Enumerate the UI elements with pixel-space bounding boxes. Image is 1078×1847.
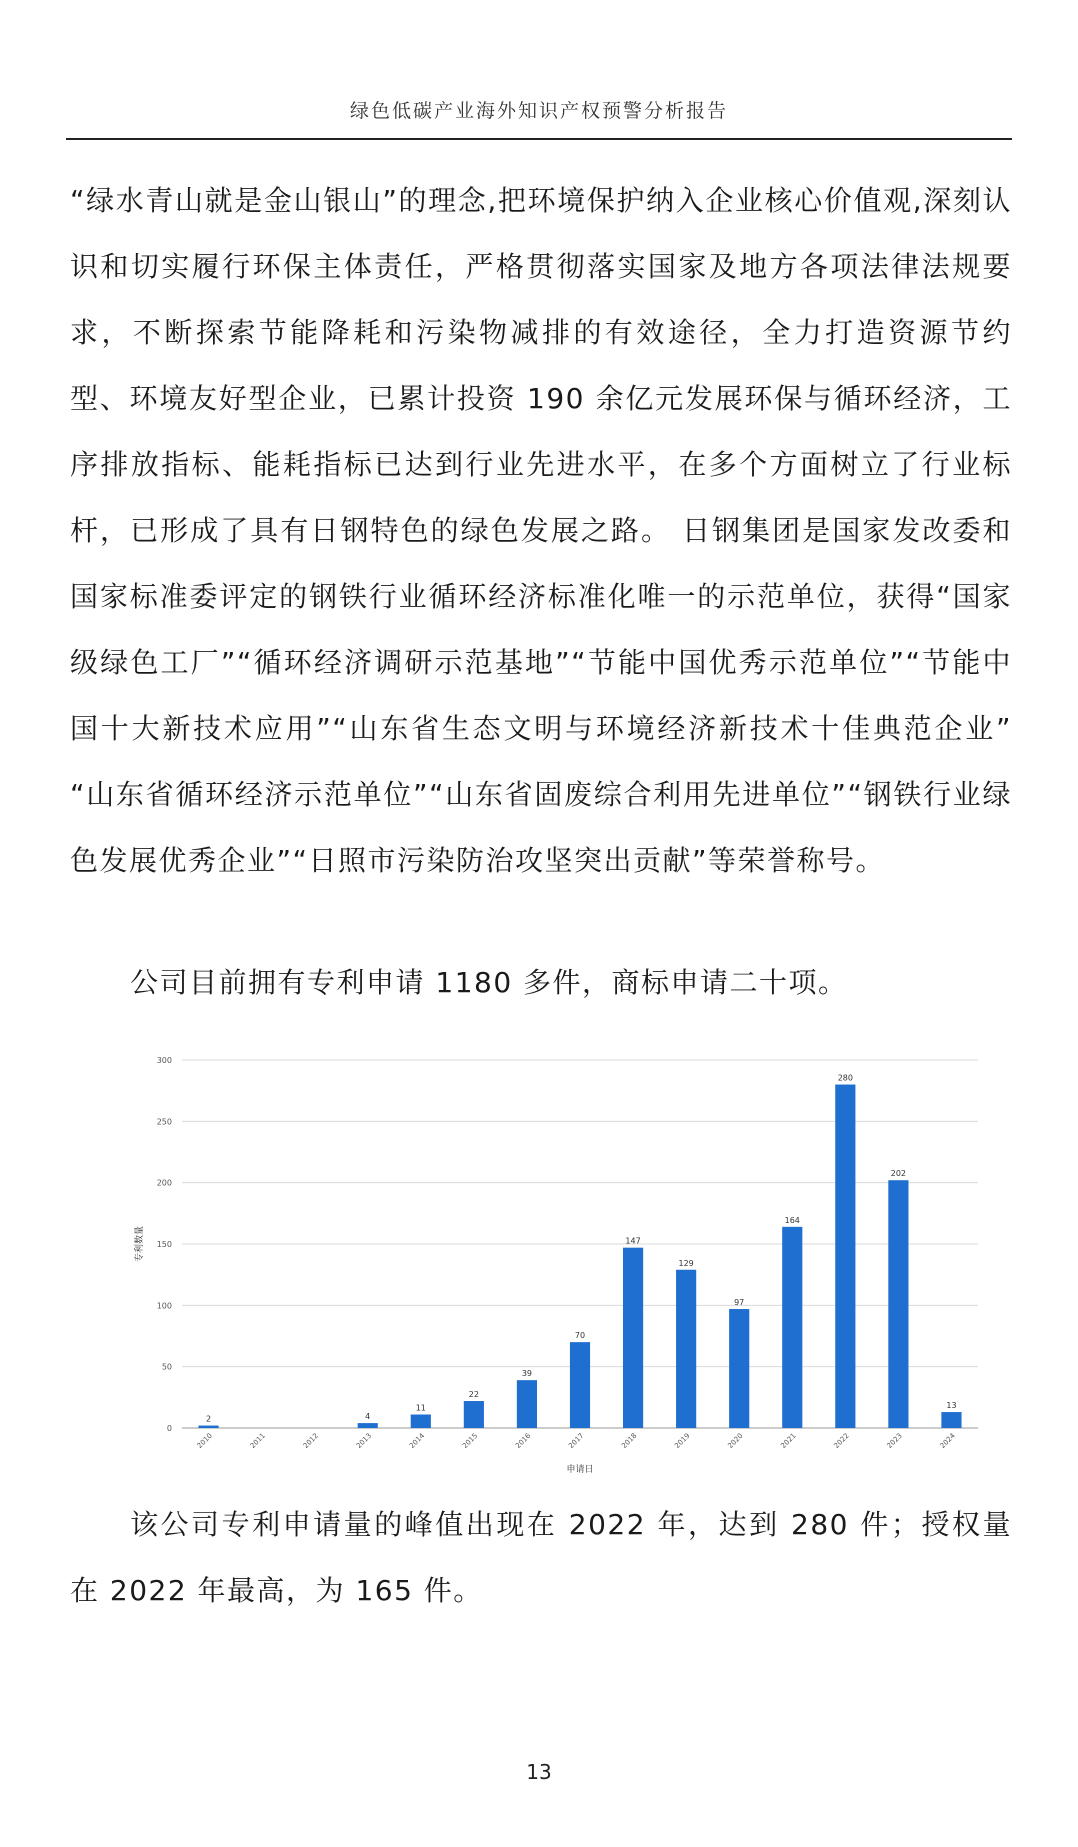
patent-application-chart bbox=[120, 1048, 990, 1478]
data-label: 97 bbox=[734, 1298, 745, 1308]
bar-2010 bbox=[198, 1426, 218, 1428]
bar-2016 bbox=[517, 1380, 537, 1428]
data-label: 129 bbox=[678, 1258, 694, 1268]
data-label: 2 bbox=[205, 1414, 212, 1424]
x-tick-label: 2018 bbox=[620, 1431, 639, 1451]
bar-2019 bbox=[676, 1270, 696, 1428]
bar-2020 bbox=[729, 1309, 749, 1428]
x-tick-label: 2023 bbox=[885, 1431, 904, 1451]
data-label: 22 bbox=[468, 1390, 479, 1400]
x-tick-label: 2010 bbox=[195, 1431, 214, 1451]
body-paragraph-2: 公司目前拥有专利申请 1180 多件，商标申请二十项。 bbox=[130, 966, 848, 999]
body-paragraph-1: “绿水青山就是金山银山”的理念,把环境保护纳入企业核心价值观,深刻认识和切实履行环保主体责任，严格贯彻落实国家及地方各项法律法规要求，不断探索节能降耗和污染物减排的有效途径，全力打造资源节约型、环境友好型企业，已累计投资 190 余亿元发展环保与循环经济，工序排放指标、能耗指标已达到行业先进水平，在多个方面树立了行业标杆，已形成了具有日钢特色的绿色发展之路。 日钢集团是国家发改委和国家标准委评定的钢铁行业循环经济标准化唯一的示范单位，获得“国家级绿色工厂”“循环经济调研示范基地”“节能中国优秀示范单位”“节能中国十大新技术应用”“山东省生态文明与环境经济新技术十佳典范企业” “山东省循环经济示范单位”“山东省固废综合利用先进单位”“钢铁行业绿色发展优秀企业”“日照市污染防治攻坚突出贡献”等荣誉称号。 bbox=[70, 184, 1012, 877]
y-tick-label: 300 bbox=[156, 1056, 172, 1065]
bar-2021 bbox=[782, 1227, 802, 1428]
data-label: 164 bbox=[784, 1215, 800, 1225]
bar-2015 bbox=[464, 1401, 484, 1428]
x-tick-label: 2015 bbox=[461, 1431, 480, 1451]
bar-chart-svg bbox=[120, 1048, 990, 1478]
data-label: 70 bbox=[574, 1331, 586, 1341]
x-tick-label: 2012 bbox=[301, 1431, 321, 1451]
y-tick-label: 150 bbox=[156, 1240, 172, 1249]
x-tick-label: 2011 bbox=[248, 1431, 268, 1451]
data-label: 13 bbox=[946, 1401, 957, 1411]
x-tick-label: 2024 bbox=[938, 1431, 957, 1451]
x-tick-label: 2017 bbox=[567, 1431, 586, 1451]
y-tick-label: 250 bbox=[156, 1117, 172, 1127]
y-tick-label: 0 bbox=[166, 1424, 172, 1433]
data-label: 4 bbox=[365, 1412, 371, 1422]
bar-2013 bbox=[358, 1423, 378, 1428]
data-label: 280 bbox=[837, 1073, 853, 1083]
page-number: 13 bbox=[526, 1760, 552, 1784]
bar-2024 bbox=[941, 1412, 961, 1428]
bar-2018 bbox=[623, 1248, 643, 1428]
x-axis-title: 申请日 bbox=[566, 1465, 594, 1475]
x-tick-label: 2014 bbox=[407, 1431, 427, 1451]
data-label: 202 bbox=[890, 1169, 907, 1179]
y-tick-label: 100 bbox=[156, 1301, 172, 1311]
body-paragraph-3: 该公司专利申请量的峰值出现在 2022 年，达到 280 件；授权量在 2022 年最高，为 165 件。 bbox=[70, 1508, 1012, 1607]
y-tick-label: 50 bbox=[161, 1362, 172, 1372]
data-label: 39 bbox=[521, 1369, 533, 1379]
x-tick-label: 2019 bbox=[673, 1431, 692, 1451]
header-divider bbox=[66, 138, 1012, 140]
bar-2023 bbox=[888, 1180, 908, 1428]
x-tick-label: 2013 bbox=[354, 1431, 374, 1451]
x-tick-label: 2021 bbox=[779, 1431, 798, 1451]
bar-2017 bbox=[570, 1342, 590, 1428]
report-header-title: 绿色低碳产业海外知识产权预警分析报告 bbox=[349, 100, 728, 122]
x-tick-label: 2020 bbox=[726, 1431, 745, 1451]
data-label: 147 bbox=[625, 1236, 641, 1246]
data-label: 11 bbox=[415, 1403, 426, 1413]
x-tick-label: 2022 bbox=[832, 1431, 851, 1451]
y-tick-label: 200 bbox=[156, 1178, 172, 1188]
bar-2022 bbox=[835, 1085, 855, 1428]
x-tick-label: 2016 bbox=[514, 1431, 533, 1451]
bar-2014 bbox=[411, 1415, 431, 1428]
y-axis-title: 专利数量 bbox=[135, 1225, 145, 1263]
